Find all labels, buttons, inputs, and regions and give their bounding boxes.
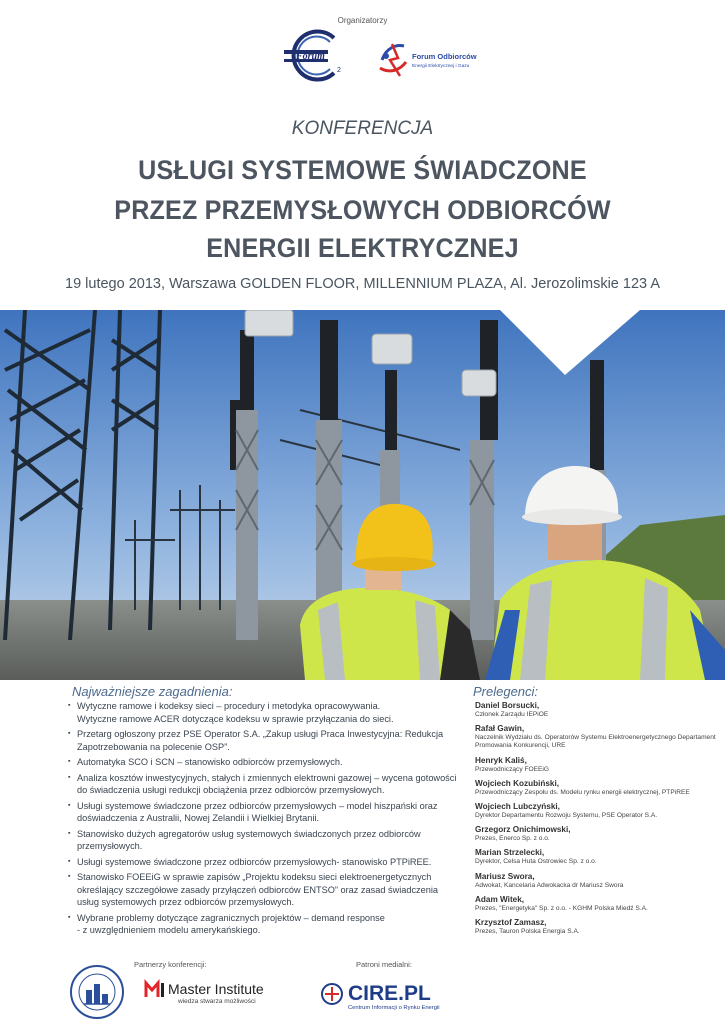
forum-odbiorcow-logo bbox=[372, 38, 494, 82]
topic-text: Usługi systemowe świadczone przez odbiorców przemysłowych- stanowisko PTPiREE. bbox=[77, 856, 432, 867]
topic-item bbox=[68, 756, 460, 769]
speaker-role: Przewodniczący FOEEiG bbox=[475, 765, 550, 773]
topic-text: Wytyczne ramowe ACER dotyczące kodeksu w sprawie przyłączania do sieci. bbox=[77, 713, 394, 724]
bullet-icon: ▪ bbox=[68, 829, 71, 837]
bullet-icon: ▪ bbox=[68, 730, 71, 737]
conference-title-line-1: USŁUGI SYSTEMOWE ŚWIADCZONE bbox=[138, 155, 587, 185]
topic-text: Analiza kosztów inwestycyjnych, stałych i zmiennych elektrowni gazowej – wycena gotowości do świadczenia usługi redukcji obciążenia przez odbiorców przemysłowych. bbox=[77, 772, 457, 795]
bullet-icon: ▪ bbox=[68, 801, 71, 809]
speaker-item bbox=[475, 848, 720, 866]
date-location: 19 lutego 2013, Warszawa GOLDEN FLOOR, MILLENNIUM PLAZA, Al. Jerozolimskie 123 A bbox=[65, 276, 660, 292]
speaker-role: Przewodniczący Zespołu ds. Modelu rynku energii elektrycznej, PTPiREE bbox=[475, 788, 690, 796]
speaker-role: Naczelnik Wydziału ds. Operatorów Systemu Elektroenergetycznego Departament Promowania Konkurencji, URE bbox=[475, 734, 716, 750]
speaker-name: Henryk Kaliś, bbox=[475, 755, 527, 765]
svg-text:Forum Odbiorców: Forum Odbiorców bbox=[412, 52, 477, 61]
bullet-icon: ▪ bbox=[68, 773, 71, 781]
speaker-item bbox=[475, 756, 720, 774]
speaker-name: Wojciech Kozubiński, bbox=[475, 778, 560, 788]
speaker-name: Rafał Gawin, bbox=[475, 724, 525, 734]
bullet-icon: ▪ bbox=[68, 873, 71, 880]
topic-item bbox=[68, 924, 460, 937]
speaker-item bbox=[475, 872, 720, 890]
speaker-name: Wojciech Lubczyński, bbox=[475, 802, 560, 812]
topic-item bbox=[68, 772, 460, 797]
speaker-role: Prezes, Enerco Sp. z o.o. bbox=[475, 835, 550, 843]
topic-text: - z uwzględnieniem modelu amerykańskiego. bbox=[77, 925, 261, 935]
topic-item bbox=[68, 856, 460, 869]
svg-text:Forum: Forum bbox=[296, 51, 325, 62]
speaker-item bbox=[475, 825, 720, 843]
speakers-heading: Prelegenci: bbox=[473, 684, 539, 699]
partners-label: Partnerzy konferencji: bbox=[134, 960, 207, 969]
svg-text:CIRE.PL: CIRE.PL bbox=[348, 982, 431, 1005]
topics-list bbox=[68, 700, 460, 940]
speaker-item bbox=[475, 918, 720, 936]
speaker-role: Dyrektor, Celsa Huta Ostrowiec Sp. z o.o. bbox=[475, 858, 597, 866]
topic-text: Automatyka SCO i SCN – stanowisko odbiorców przemysłowych. bbox=[77, 757, 343, 767]
speaker-role: Adwokat, Kancelaria Adwokacka dr Mariusz Swora bbox=[475, 881, 624, 889]
speaker-item bbox=[475, 895, 720, 913]
speaker-name: Krzysztof Zamasz, bbox=[475, 918, 547, 928]
topic-text: Wybrane problemy dotyczące zagranicznych projektów – demand response bbox=[77, 912, 385, 923]
bullet-icon: ▪ bbox=[68, 857, 71, 865]
speaker-item bbox=[475, 701, 720, 719]
topic-text: Usługi systemowe świadczone przez odbiorców przemysłowych – model hiszpański oraz doświadczenia z Australii, Nowej Zelandii i Wielkiej Brytanii. bbox=[77, 800, 438, 823]
speaker-name: Mariusz Swora, bbox=[475, 871, 535, 881]
speaker-name: Daniel Borsucki, bbox=[475, 701, 540, 710]
speaker-name: Marian Strzelecki, bbox=[475, 848, 545, 858]
topic-item bbox=[68, 713, 460, 726]
topic-text: Przetarg ogłoszony przez PSE Operator S.A. „Zakup usługi Praca Inwestycyjna: Redukcja Zapotrzebowania na polecenie OSP”. bbox=[77, 729, 444, 752]
speaker-role: Prezes, Tauron Polska Energia S.A. bbox=[475, 928, 580, 936]
topic-text: Stanowisko FOEEiG w sprawie zapisów „Projektu kodeksu sieci elektroenergetycznych określający szczegółowe zasady przyłączeń odbiorców ENTSO” oraz zasad świadczenia usług systemowych przez odbiorców przemysłowych. bbox=[77, 872, 439, 907]
speaker-name: Adam Witek, bbox=[475, 894, 525, 904]
topic-item bbox=[68, 871, 460, 909]
speaker-item bbox=[475, 724, 720, 750]
bullet-icon: ▪ bbox=[68, 758, 71, 765]
bullet-icon: ▪ bbox=[68, 913, 71, 921]
bullet-icon: ▪ bbox=[68, 702, 71, 709]
substation-photo bbox=[0, 310, 725, 680]
svg-text:Energii Elektrycznej i Gazu: Energii Elektrycznej i Gazu bbox=[412, 64, 470, 69]
speaker-role: Dyrektor Departamentu Rozwoju Systemu, PSE Operator S.A. bbox=[475, 812, 658, 820]
topic-text: Wytyczne ramowe i kodeksy sieci – procedury i metodyka opracowywania. bbox=[77, 701, 381, 711]
svg-text:2: 2 bbox=[337, 67, 341, 74]
organizers-label: Organizatorzy bbox=[337, 16, 388, 25]
speaker-name: Grzegorz Onichimowski, bbox=[475, 825, 571, 835]
topic-item bbox=[68, 828, 460, 853]
svg-text:Master Institute: Master Institute bbox=[168, 981, 264, 997]
svg-text:Centrum Informacji o Rynku Ene: Centrum Informacji o Rynku Energii bbox=[348, 1005, 440, 1011]
topic-text: Stanowisko dużych agregatorów usług systemowych świadczonych przez odbiorców przemysłowych. bbox=[77, 828, 421, 851]
forum-logo bbox=[282, 28, 350, 83]
master-institute-logo bbox=[143, 975, 278, 1007]
topic-item bbox=[68, 700, 460, 713]
svg-text:wiedza stwarza możliwości: wiedza stwarza możliwości bbox=[178, 998, 256, 1005]
speakers-list bbox=[475, 701, 720, 941]
partner-seal-logo bbox=[68, 964, 126, 1020]
cire-logo bbox=[320, 980, 460, 1012]
topic-item bbox=[68, 912, 460, 925]
speaker-role: Członek Zarządu IEPiOE bbox=[475, 711, 549, 718]
conference-title-line-3: ENERGII ELEKTRYCZNEJ bbox=[206, 233, 519, 263]
topic-item bbox=[68, 728, 460, 753]
speaker-item bbox=[475, 779, 720, 797]
speaker-role: Prezes, "Energetyka" Sp. z o.o. - KGHM Polska Miedź S.A. bbox=[475, 904, 648, 912]
conference-title-line-2: PRZEZ PRZEMYSŁOWYCH ODBIORCÓW bbox=[114, 195, 611, 225]
topic-item bbox=[68, 800, 460, 825]
conference-label: KONFERENCJA bbox=[291, 118, 434, 139]
speaker-item bbox=[475, 802, 720, 820]
topics-heading: Najważniejsze zagadnienia: bbox=[72, 684, 233, 699]
patrons-label: Patroni medialni: bbox=[356, 960, 412, 969]
